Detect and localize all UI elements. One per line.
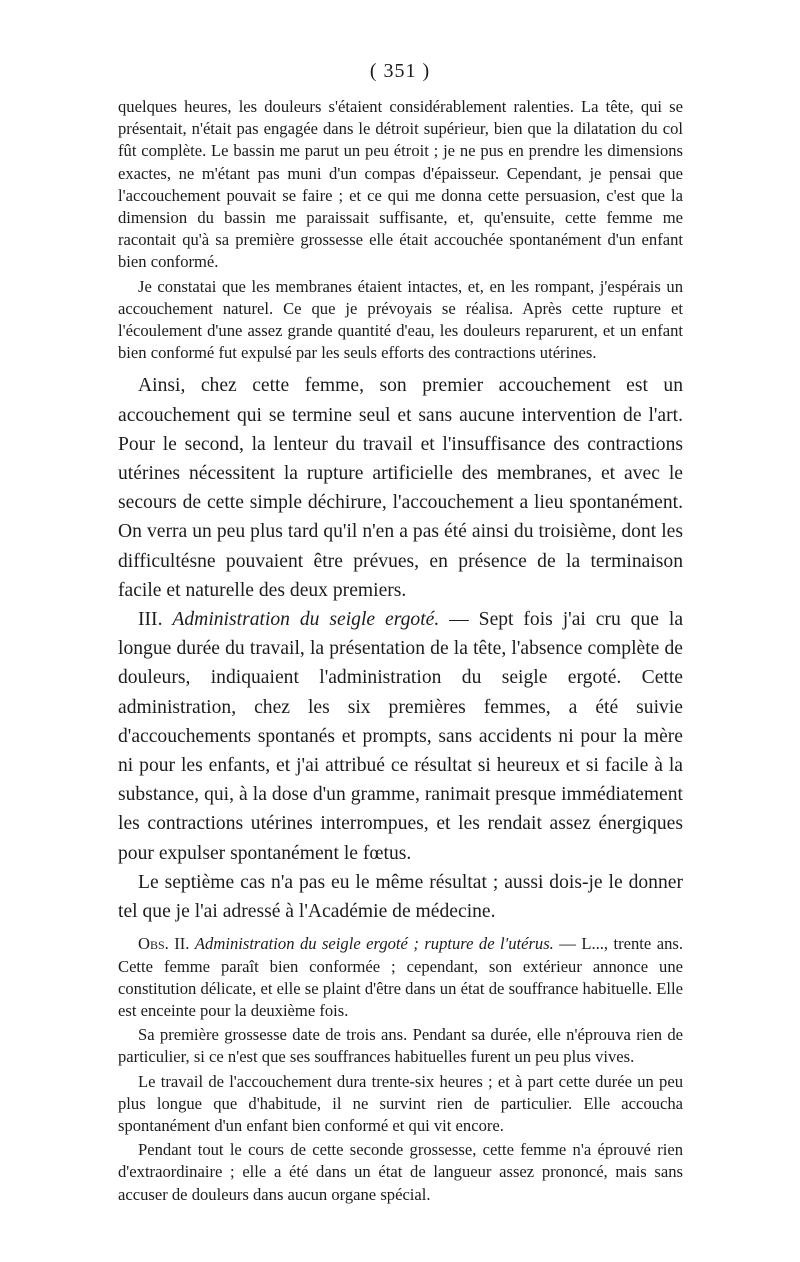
page-number: ( 351 )	[369, 60, 431, 82]
observation-title: Administration du seigle ergoté ; rupture de l'utérus.	[194, 934, 554, 954]
section-number: III.	[138, 609, 163, 631]
section-text: — Sept fois j'ai cru que la longue durée du travail, la présentation de la tête, l'absence complète de douleurs, indiquaient l'administration du seigle ergoté. Cette administration, chez les six premières femmes, a été suivie d'accouchements spontanés et prompts, sans accidents ni pour la mère ni pour les enfants, et j'ai attribué ce résultat si heureux et si facile à la substance, qui, à la dose d'un gramme, ranimait presque immédiatement les contractions utérines interrompues, et les rendait assez énergiques pour expulser spontanément le fœtus.	[118, 609, 684, 864]
section-title: Administration du seigle ergoté.	[172, 609, 440, 631]
paragraph-membranes: Je constatai que les membranes étaient intactes, et, en les rompant, j'espérais un accouchement naturel. Ce que je prévoyais se réalisa. Après cette rupture et l'écoulement d'une assez grande quantité d'eau, les douleurs reparurent, et un enfant bien conformé fut expulsé par les seuls efforts des contractions utérines.	[118, 276, 683, 363]
paragraph-first-pregnancy: Sa première grossesse date de trois ans. Pendant sa durée, elle n'éprouva rien de particulier, si ce n'est que ses souffrances habituelles furent un peu plus vives.	[118, 1025, 683, 1067]
section-administration	[118, 605, 683, 868]
paragraph-summary: Ainsi, chez cette femme, son premier accouchement est un accouchement qui se termine seul et sans aucune intervention de l'art. Pour le second, la lenteur du travail et l'insuffisance des contractions utérines nécessitent la rupture artificielle des membranes, et avec le secours de cette simple déchirure, l'accouchement a lieu spontanément. On verra un peu plus tard qu'il n'en a pas été ainsi du troisième, dont les difficultésne pouvaient être prévues, en présence de la terminaison facile et naturelle des deux premiers.	[118, 375, 683, 601]
page-body	[118, 96, 683, 1206]
observation-heading	[118, 933, 683, 1022]
paragraph-second-pregnancy: Pendant tout le cours de cette seconde grossesse, cette femme n'a éprouvé rien d'extraordinaire ; elle a été dans un état de langueur assez prononcé, mais sans accuser de douleurs dans aucun organe spécial.	[118, 1140, 683, 1204]
paragraph-seventh-case: Le septième cas n'a pas eu le même résultat ; aussi dois-je le donner tel que je l'ai adressé à l'Académie de médecine.	[118, 871, 683, 923]
paragraph-labor: Le travail de l'accouchement dura trente-six heures ; et à part cette durée un peu plus longue que d'habitude, il ne survint rien de particulier. Elle accoucha spontanément d'un enfant bien conformé et qui vit encore.	[118, 1071, 683, 1135]
observation-text: — L..., trente ans. Cette femme paraît bien conformée ; cependant, son extérieur annonce une constitution délicate, et elle se plaint d'être dans un état de souffrance habituelle. Elle est enceinte pour la deuxième fois.	[118, 934, 683, 1020]
paragraph-continuation: quelques heures, les douleurs s'étaient considérablement ralenties. La tête, qui se présentait, n'était pas engagée dans le détroit supérieur, bien que la dilatation du col fût complète. Le bassin me parut un peu étroit ; je ne pus en prendre les dimensions exactes, ne m'étant pas muni d'un compas d'épaisseur. Cependant, je pensai que l'accouchement pouvait se faire ; et ce qui me donna cette persuasion, c'est que la dimension du bassin me paraissait suffisante, et, qu'ensuite, cette femme me racontait qu'à sa première grossesse elle était accouchée spontanément d'un enfant bien conformé.	[118, 97, 683, 272]
observation-label: Obs. II.	[138, 934, 190, 954]
